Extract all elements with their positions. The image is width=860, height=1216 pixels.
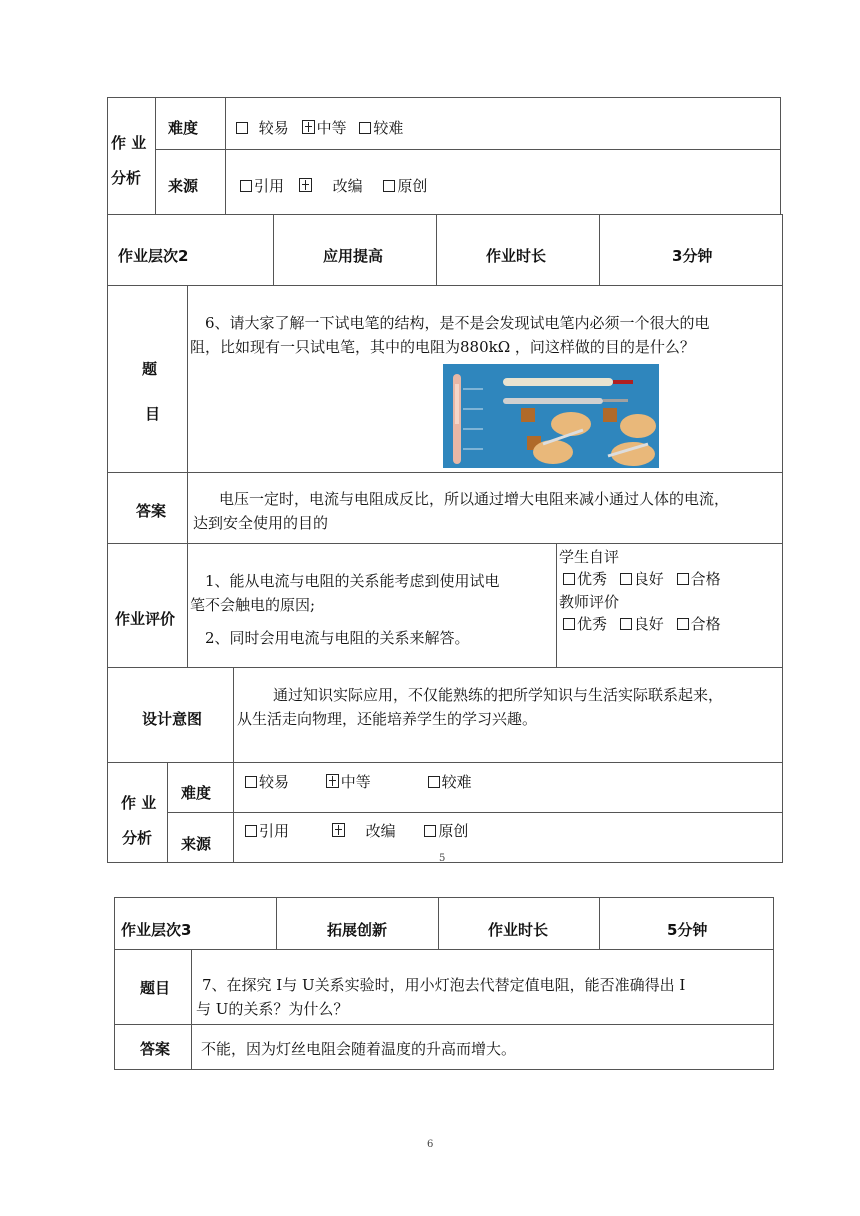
option-cite: 引用 bbox=[254, 177, 285, 195]
checkbox-icon[interactable] bbox=[236, 122, 248, 134]
checkbox-icon[interactable] bbox=[428, 776, 440, 788]
option-easy: 较易 bbox=[258, 119, 289, 137]
checkbox-icon[interactable] bbox=[620, 573, 632, 585]
checked-box-icon[interactable] bbox=[302, 120, 315, 134]
grade-excellent: 优秀 bbox=[577, 615, 608, 633]
tester-pen-image bbox=[443, 364, 659, 468]
level2-level: 作业层次2 bbox=[118, 247, 189, 265]
page-number-6: 6 bbox=[427, 1139, 434, 1150]
level2-type: 应用提高 bbox=[323, 247, 384, 265]
checked-box-icon[interactable] bbox=[299, 178, 312, 192]
option-adapt: 改编 bbox=[332, 177, 363, 195]
option-original: 原创 bbox=[397, 177, 428, 195]
answer-text-line2: 达到安全使用的目的 bbox=[193, 514, 329, 532]
checkbox-icon[interactable] bbox=[563, 618, 575, 630]
answer-label: 答案 bbox=[136, 502, 167, 520]
analysis-label-line1: 作 业 bbox=[111, 134, 147, 152]
option-hard: 较难 bbox=[441, 773, 472, 791]
design-text-line2: 从生活走向物理，还能培养学生的学习兴趣。 bbox=[237, 710, 538, 728]
level3-answer-label: 答案 bbox=[140, 1040, 171, 1058]
option-original: 原创 bbox=[438, 822, 469, 840]
difficulty-options-2 bbox=[245, 771, 472, 793]
design-text-line1: 通过知识实际应用，不仅能熟练的把所学知识与生活实际联系起来， bbox=[273, 686, 724, 704]
teacher-eval-options bbox=[563, 613, 721, 635]
level3-question-line2: 与 U的关系？为什么？ bbox=[196, 1000, 349, 1018]
page-number-5: 5 bbox=[439, 853, 446, 864]
self-eval-options bbox=[563, 568, 721, 590]
level3-type: 拓展创新 bbox=[327, 921, 388, 939]
teacher-eval-label: 教师评价 bbox=[559, 593, 620, 611]
design-label: 设计意图 bbox=[142, 710, 203, 728]
source-options bbox=[240, 175, 427, 197]
level3-time-label: 作业时长 bbox=[488, 921, 549, 939]
checkbox-icon[interactable] bbox=[620, 618, 632, 630]
grade-pass: 合格 bbox=[690, 615, 721, 633]
grade-excellent: 优秀 bbox=[577, 570, 608, 588]
level3-question-line1: 7、在探究 I与 U关系实验时，用小灯泡去代替定值电阻，能否准确得出 I bbox=[202, 976, 686, 994]
answer-text-line1: 电压一定时，电流与电阻成反比，所以通过增大电阻来减小通过人体的电流， bbox=[219, 490, 730, 508]
level3-question-label: 题目 bbox=[140, 979, 171, 997]
option-cite: 引用 bbox=[259, 822, 290, 840]
grade-pass: 合格 bbox=[690, 570, 721, 588]
checkbox-icon[interactable] bbox=[359, 122, 371, 134]
option-medium: 中等 bbox=[340, 773, 371, 791]
tester-pen-illustration bbox=[443, 364, 659, 468]
option-hard: 较难 bbox=[373, 119, 404, 137]
checkbox-icon[interactable] bbox=[383, 180, 395, 192]
analysis2-label-line2: 分析 bbox=[122, 829, 153, 847]
checked-box-icon[interactable] bbox=[332, 823, 345, 837]
checkbox-icon[interactable] bbox=[677, 573, 689, 585]
checkbox-icon[interactable] bbox=[240, 180, 252, 192]
grade-good: 良好 bbox=[633, 615, 664, 633]
question-label-2: 目 bbox=[145, 405, 161, 423]
checkbox-icon[interactable] bbox=[245, 776, 257, 788]
source-label-2: 来源 bbox=[181, 835, 212, 853]
level3-time: 5分钟 bbox=[667, 921, 708, 939]
difficulty-label: 难度 bbox=[168, 119, 199, 137]
checked-box-icon[interactable] bbox=[326, 774, 339, 788]
level2-time-label: 作业时长 bbox=[486, 247, 547, 265]
level2-time: 3分钟 bbox=[672, 247, 713, 265]
difficulty-options bbox=[236, 117, 403, 139]
eval-line1: 1、能从电流与电阻的关系能考虑到使用试电 bbox=[205, 572, 500, 590]
option-easy: 较易 bbox=[259, 773, 290, 791]
checkbox-icon[interactable] bbox=[677, 618, 689, 630]
analysis2-label-line1: 作 业 bbox=[121, 794, 157, 812]
option-medium: 中等 bbox=[316, 119, 347, 137]
level3-level: 作业层次3 bbox=[121, 921, 192, 939]
question-text-line2: 阻，比如现有一只试电笔，其中的电阻为880kΩ ，问这样做的目的是什么？ bbox=[190, 338, 695, 356]
source-options-2 bbox=[245, 820, 468, 842]
question-label-1: 题 bbox=[142, 360, 158, 378]
question-text-line1: 6、请大家了解一下试电笔的结构，是不是会发现试电笔内必须一个很大的电 bbox=[205, 314, 710, 332]
checkbox-icon[interactable] bbox=[424, 825, 436, 837]
self-eval-label: 学生自评 bbox=[559, 548, 620, 566]
eval-label: 作业评价 bbox=[115, 610, 176, 628]
source-label: 来源 bbox=[168, 177, 199, 195]
eval-line2: 笔不会触电的原因; bbox=[190, 596, 316, 614]
checkbox-icon[interactable] bbox=[245, 825, 257, 837]
difficulty-label-2: 难度 bbox=[181, 784, 212, 802]
checkbox-icon[interactable] bbox=[563, 573, 575, 585]
analysis-label-line2: 分析 bbox=[111, 169, 142, 187]
option-adapt: 改编 bbox=[365, 822, 396, 840]
grade-good: 良好 bbox=[633, 570, 664, 588]
eval-line3: 2、同时会用电流与电阻的关系来解答。 bbox=[205, 629, 470, 647]
level3-answer: 不能，因为灯丝电阻会随着温度的升高而增大。 bbox=[201, 1040, 517, 1058]
